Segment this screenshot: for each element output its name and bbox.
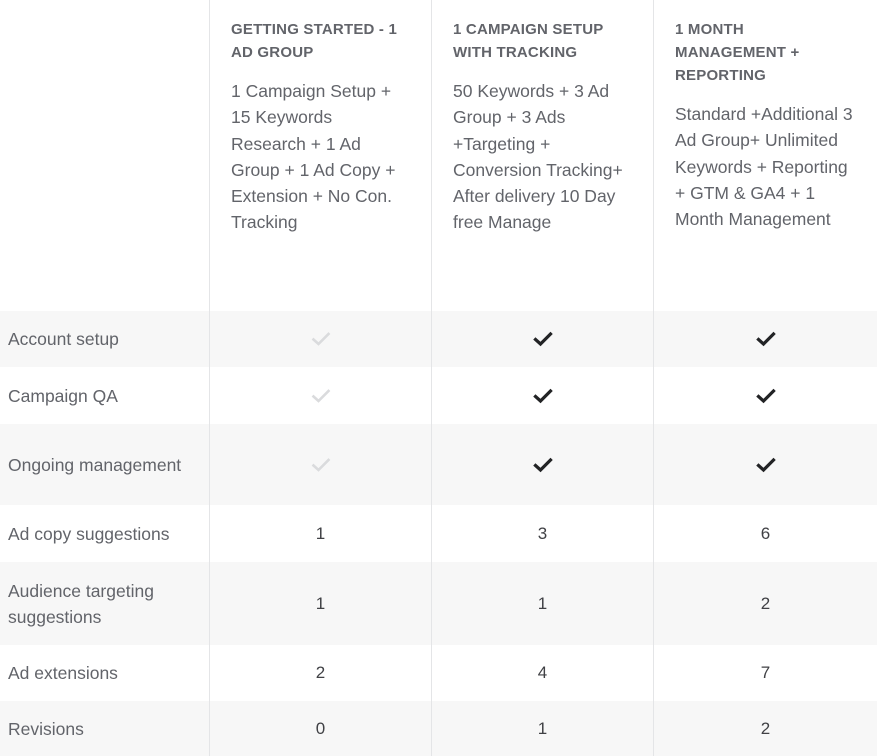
feature-value: 1 <box>209 562 431 645</box>
feature-row <box>0 424 877 505</box>
feature-label: Ad extensions <box>8 663 118 683</box>
checkmark-icon <box>533 388 553 404</box>
feature-row <box>0 701 877 756</box>
feature-check-cell <box>653 424 877 505</box>
feature-value: 1 <box>209 505 431 562</box>
feature-value: 2 <box>653 562 877 645</box>
feature-value: 4 <box>431 645 653 701</box>
checkmark-icon <box>756 457 776 473</box>
feature-check-cell <box>653 311 877 367</box>
feature-label: Account setup <box>8 329 119 349</box>
package-description: 1 Campaign Setup + 15 Keywords Research + 1 Ad Group + 1 Ad Copy + Extension + No Con. Tracking <box>231 81 396 233</box>
checkmark-icon <box>533 331 553 347</box>
feature-row <box>0 311 877 367</box>
package-column-standard <box>431 0 653 311</box>
feature-label: Campaign QA <box>8 385 118 406</box>
package-header-row <box>0 0 877 311</box>
feature-value: 0 <box>209 701 431 756</box>
feature-value: 1 <box>431 562 653 645</box>
checkmark-icon-disabled <box>311 388 331 404</box>
checkmark-icon <box>756 388 776 404</box>
package-title: 1 CAMPAIGN SETUP WITH TRACKING <box>453 21 604 61</box>
checkmark-icon <box>533 457 553 473</box>
feature-row <box>0 645 877 701</box>
package-title: GETTING STARTED - 1 AD GROUP <box>231 21 398 61</box>
feature-check-cell <box>209 311 431 367</box>
feature-label: Ongoing management <box>8 454 182 475</box>
feature-value: 6 <box>653 505 877 562</box>
feature-check-cell <box>431 311 653 367</box>
feature-value: 1 <box>431 701 653 756</box>
feature-label: Revisions <box>8 718 84 739</box>
package-column-basic <box>209 0 431 311</box>
feature-label: Audience targeting suggestions <box>8 580 154 627</box>
package-description: Standard +Additional 3 Ad Group+ Unlimited Keywords + Reporting + GTM & GA4 + 1 Month Management <box>675 104 853 230</box>
header-empty-cell <box>0 0 209 311</box>
feature-row <box>0 505 877 562</box>
package-title: 1 MONTH MANAGEMENT + REPORTING <box>675 21 800 84</box>
feature-value: 3 <box>431 505 653 562</box>
feature-row <box>0 562 877 645</box>
checkmark-icon <box>756 331 776 347</box>
feature-rows <box>0 311 877 756</box>
feature-check-cell <box>653 367 877 424</box>
feature-check-cell <box>209 367 431 424</box>
feature-check-cell <box>431 367 653 424</box>
feature-row <box>0 367 877 424</box>
package-column-premium <box>653 0 877 311</box>
feature-check-cell <box>431 424 653 505</box>
package-description: 50 Keywords + 3 Ad Group + 3 Ads +Targeting + Conversion Tracking+ After delivery 10 Day free Manage <box>453 81 623 233</box>
feature-value: 7 <box>653 645 877 701</box>
feature-label: Ad copy suggestions <box>8 523 170 544</box>
feature-value: 2 <box>209 645 431 701</box>
feature-value: 2 <box>653 701 877 756</box>
checkmark-icon-disabled <box>311 457 331 473</box>
checkmark-icon-disabled <box>311 331 331 347</box>
feature-check-cell <box>209 424 431 505</box>
